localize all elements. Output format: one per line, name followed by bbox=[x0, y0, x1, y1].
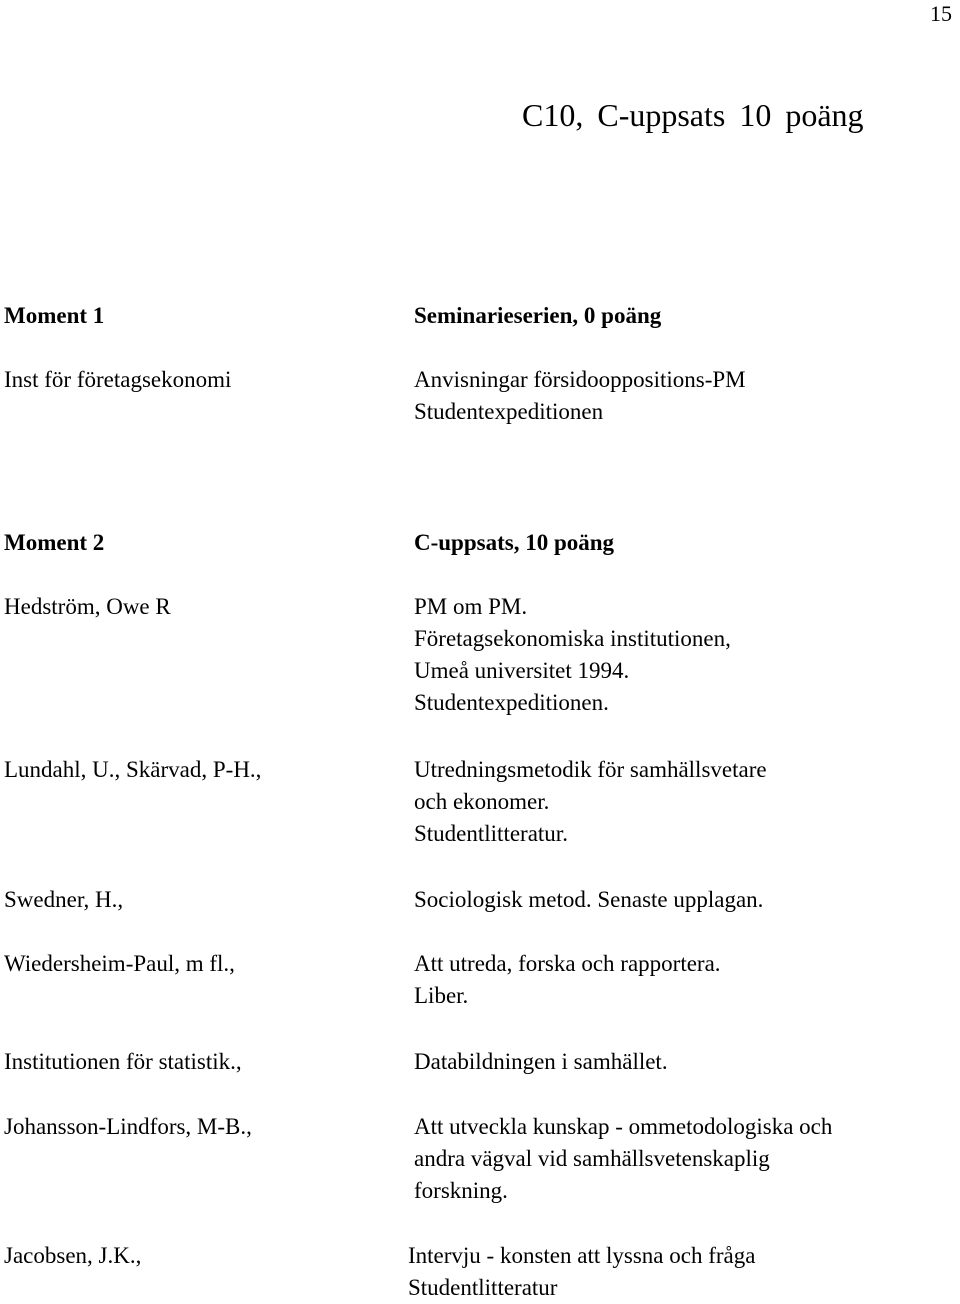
author: Institutionen för statistik., bbox=[4, 1049, 242, 1074]
reference bbox=[414, 884, 763, 916]
moment2-label: Moment 2 bbox=[4, 530, 105, 555]
page-number: 15 bbox=[930, 1, 952, 26]
reference-line: Intervju - konsten att lyssna och fråga bbox=[408, 1243, 756, 1268]
reference-line: forskning. bbox=[414, 1178, 508, 1203]
author: Hedström, Owe R bbox=[4, 594, 171, 619]
reference-line: Studentlitteratur. bbox=[414, 821, 568, 846]
reference-line: Att utreda, forska och rapportera. bbox=[414, 951, 721, 976]
reference-line: Anvisningar försidooppositions-PM bbox=[414, 367, 746, 392]
reference-line: Liber. bbox=[414, 983, 469, 1008]
reference bbox=[414, 1111, 832, 1207]
reference-line: Studentexpeditionen bbox=[414, 399, 604, 424]
reference-line: andra vägval vid samhällsvetenskaplig bbox=[414, 1146, 770, 1171]
author: Jacobsen, J.K., bbox=[4, 1243, 142, 1268]
reference-line: Umeå universitet 1994. bbox=[414, 658, 630, 683]
reference-line: Databildningen i samhället. bbox=[414, 1049, 668, 1074]
reference-line: och ekonomer. bbox=[414, 789, 550, 814]
author: Wiedersheim-Paul, m fl., bbox=[4, 951, 235, 976]
course-title: C10, C-uppsats 10 poäng bbox=[522, 97, 864, 133]
reference-line: Studentexpeditionen. bbox=[414, 690, 609, 715]
reference-line: Företagsekonomiska institutionen, bbox=[414, 626, 731, 651]
moment2-heading: C-uppsats, 10 poäng bbox=[414, 530, 615, 555]
author: Johansson-Lindfors, M-B., bbox=[4, 1114, 252, 1139]
moment1-label: Moment 1 bbox=[4, 303, 105, 328]
reference bbox=[414, 948, 721, 1012]
reference bbox=[408, 1240, 755, 1304]
reference-line: Att utveckla kunskap - ommetodologiska och bbox=[414, 1114, 833, 1139]
reference-line: Studentlitteratur bbox=[408, 1275, 558, 1300]
moment1-heading: Seminarieserien, 0 poäng bbox=[414, 303, 662, 328]
reference-line: Sociologisk metod. Senaste upplagan. bbox=[414, 887, 764, 912]
moment1-reference bbox=[414, 364, 746, 428]
author: Lundahl, U., Skärvad, P-H., bbox=[4, 757, 262, 782]
reference bbox=[414, 1046, 668, 1078]
author: Swedner, H., bbox=[4, 887, 124, 912]
reference-line: Utredningsmetodik för samhällsvetare bbox=[414, 757, 767, 782]
reference bbox=[414, 591, 731, 719]
reference-line: PM om PM. bbox=[414, 594, 528, 619]
reference bbox=[414, 754, 767, 850]
moment1-author: Inst för företagsekonomi bbox=[4, 367, 232, 392]
